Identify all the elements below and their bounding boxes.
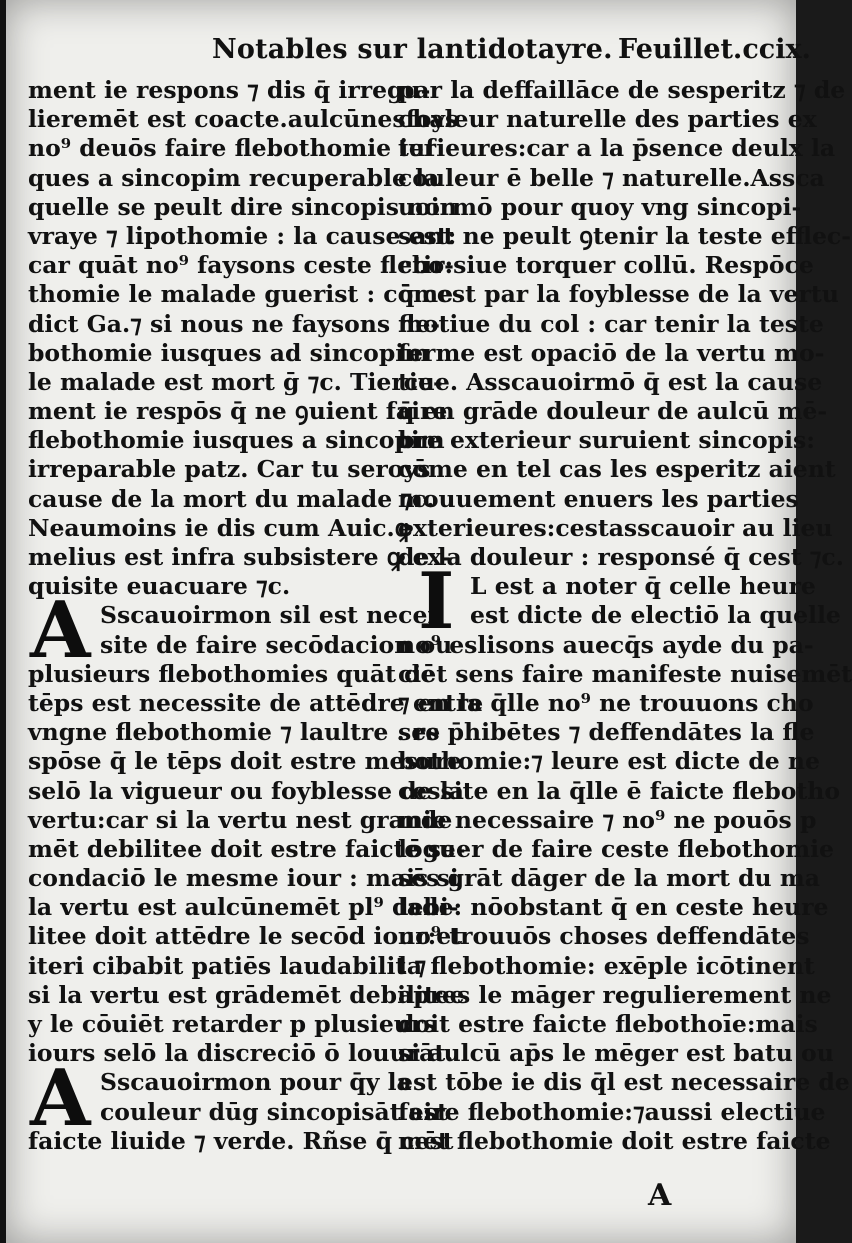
text-line: flebothomie iusques a sincopim	[28, 426, 445, 455]
text-line: vertu:car si la vertu nest grande	[28, 805, 453, 834]
text-line: sēs grāt dāger de la mort du ma	[398, 864, 820, 893]
text-line: vraye ⁊ lipothomie : la cause est:	[28, 221, 457, 250]
drop-capital-i: I	[418, 556, 455, 647]
text-line: lieremēt est coacte.aulcūnesfoys	[28, 105, 459, 134]
text-line: q̄ en grāde douleur de aulcū mē-	[398, 397, 828, 426]
text-line: spōse q̄ le tēps doit estre mesure	[28, 747, 463, 776]
text-line: doit estre faicte flebothoīe:mais	[398, 1010, 818, 1038]
text-line: motiue du col : car tenir la teste	[398, 309, 824, 338]
text-line: de la douleur : responsé q̄ cest ⁊c.	[398, 543, 844, 571]
text-line: ⁊ en la q̄lle no⁹ ne trouuons cho	[398, 688, 814, 717]
text-line: car quāt no⁹ faysons ceste flebo-	[28, 251, 454, 280]
text-line: L est a noter q̄ celle heure	[470, 572, 816, 601]
text-line: faicte liuide ⁊ verde. Rñse q̄ cest	[28, 1126, 454, 1155]
text-line: bothomie iusques ad sincopim	[28, 338, 430, 367]
text-line: site de faire secōdacion ou	[100, 630, 453, 659]
text-line: uoirmō pour quoy vng sincopi-	[398, 192, 802, 221]
text-line: la vertu est aulcūnemēt pl⁹ debi-	[28, 893, 459, 922]
catchword: A	[648, 1178, 672, 1213]
text-line: apres le māger regulierement ne	[398, 980, 832, 1009]
text-line: couleur ē belle ⁊ naturelle.Assca	[398, 163, 825, 192]
text-line: le malade est mort ḡ ⁊c. Tierce-	[28, 367, 443, 396]
text-line: plusieurs flebothomies quāt de	[28, 659, 436, 688]
text-line: cōme en tel cas les esperitz aient	[398, 455, 836, 484]
text-line: tiue. Asscauoirmō q̄ est la cause	[398, 367, 823, 396]
text-line: melius est infra subsistere ꝙ ex-	[28, 543, 451, 571]
text-line: dict Ga.⁊ si nous ne faysons fle-	[28, 309, 441, 338]
text-line: ques a sincopim recuperable la	[28, 163, 440, 192]
text-line: tēps est necessite de attēdre entre	[28, 688, 484, 717]
text-line: mēt flebothomie doit estre faicte	[398, 1126, 831, 1155]
text-line: condaciō le mesme iour : mais si	[28, 864, 459, 893]
text-line: ment ie respōs q̄ ne ꝯuient faire	[28, 397, 448, 426]
text-line: mēt debilitee doit estre faicte se-	[28, 834, 466, 863]
drop-capital-a-second: A	[30, 1053, 91, 1144]
text-line: no⁹ trouuōs choses deffendātes	[398, 922, 810, 951]
text-line: si aulcū ap̄s le mēger est batu ou	[398, 1039, 834, 1068]
text-line: iteri cibabit patiēs laudabilit ⁊	[28, 951, 427, 980]
text-line: est dicte de electiō la quelle	[470, 601, 841, 630]
text-line: couleur dūg sincopisāt est	[100, 1097, 448, 1126]
text-line: ferme est opaciō de la vertu mo-	[398, 338, 825, 367]
text-line: ses p̄hibētes ⁊ deffendātes la fle	[398, 718, 815, 747]
text-line: q̄ cest par la foyblesse de la vertu	[398, 280, 839, 309]
book-page	[6, 0, 852, 1243]
text-line: mie necessaire ⁊ no⁹ ne pouōs p	[398, 805, 817, 834]
text-line: faire flebothomie:⁊aussi electiue	[398, 1097, 826, 1126]
text-line: litee doit attēdre le secōd iour:et	[28, 922, 463, 951]
text-line: si la vertu est grādemēt debilitee	[28, 980, 465, 1009]
text-line: cessite en la q̄lle ē faicte flebotho	[398, 776, 841, 805]
text-line: vngne flebothomie ⁊ laultre . re	[28, 718, 441, 747]
text-line: Sscauoirmon pour q̄y la	[100, 1068, 412, 1097]
text-line: irreparable patz. Car tu seroys	[28, 455, 431, 484]
text-line: no⁹ eslisons auecq̄s ayde du pa-	[398, 630, 814, 659]
text-line: y le cōuiēt retarder p plusieurs	[28, 1010, 437, 1038]
text-line: bre exterieur suruient sincopis:	[398, 426, 815, 455]
text-line: cause de la mort du malade ⁊c.	[28, 484, 435, 513]
text-line: bothomie:⁊ leure est dicte de ne	[398, 747, 820, 776]
text-line: ment ie respons ⁊ dis q̄ irregu-	[28, 76, 431, 104]
text-line: la flebothomie: exēple icōtinent	[398, 951, 815, 980]
text-line: ciēt sens faire manifeste nuisemēt	[398, 659, 852, 688]
text-line: est tōbe ie dis q̄l est necessaire de	[398, 1068, 850, 1097]
text-line: Sscauoirmon sil est neceſ	[100, 601, 438, 630]
drop-capital-a-first: A	[30, 585, 91, 676]
text-line: thomie le malade guerist : cōme	[28, 280, 454, 309]
text-line: selō la vigueur ou foyblesse de la	[28, 776, 465, 805]
text-line: par la deffaillāce de sesperitz ⁊ de	[398, 76, 846, 104]
text-line: quisite euacuare ⁊c.	[28, 572, 291, 601]
text-line: lōguer de faire ceste flebothomie	[398, 834, 834, 863]
text-line: chaleur naturelle des parties ex	[398, 105, 817, 134]
text-line: sant ne peult ꝯtenir la teste efflec-	[398, 221, 851, 250]
running-title: Notables sur lantidotayre.	[212, 34, 613, 65]
text-line: exterieures:cestasscauoir au lieu	[398, 513, 833, 542]
text-line: mouuement enuers les parties	[398, 484, 799, 513]
text-line: quelle se peult dire sincopis non	[28, 192, 457, 221]
text-line: Neaumoins ie dis cum Auic.ꝙ	[28, 513, 413, 542]
running-header	[6, 34, 811, 74]
text-line: no⁹ deuōs faire flebothomie iuſ	[28, 134, 436, 163]
text-line: terieures:car a la p̄sence deulx la	[398, 134, 836, 163]
text-line: ctir:siue torquer collū. Respōce	[398, 251, 814, 280]
folio-number: Feuillet.ccix.	[618, 34, 811, 65]
text-line: iours selō la discreciō ō louurāt.	[28, 1039, 454, 1068]
text-line: lade: nōobstant q̄ en ceste heure	[398, 893, 829, 922]
